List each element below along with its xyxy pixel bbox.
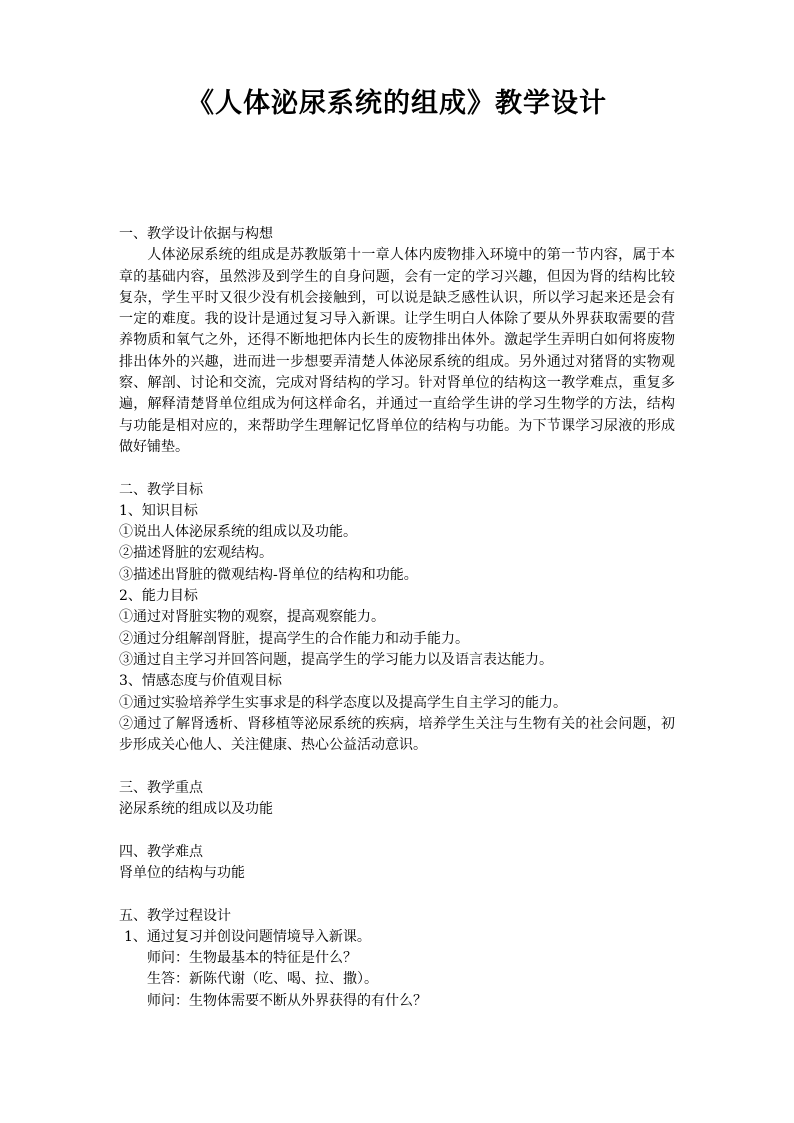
goal-item: ①通过对肾脏实物的观察，提高观察能力。: [119, 609, 385, 626]
goal-item: ①通过实验培养学生实事求是的科学态度以及提高学生自主学习的能力。: [119, 694, 567, 711]
goal-item: ③通过自主学习并回答问题，提高学生的学习能力以及语言表达能力。: [119, 651, 553, 668]
section-heading-basis: 一、教学设计依据与构想: [119, 226, 273, 242]
goal-item: ②描述肾脏的宏观结构。: [119, 545, 273, 562]
dialog-line: 师问：生物体需要不断从外界获得的有什么？: [147, 992, 427, 1009]
section-heading-key-points: 三、教学重点: [119, 779, 203, 796]
process-step: 1、通过复习并创设问题情境导入新课。: [124, 928, 371, 945]
blank-line: [119, 820, 675, 841]
basis-paragraph-text: 人体泌尿系统的组成是苏教版第十一章人体内废物排入环境中的第一节内容，属于本章的基础内容，虽然涉及到学生的自身问题，会有一定的学习兴趣，但因为肾的结构比较复杂，学生平时又很少没有机会接触到，可以说是缺乏感性认识，所以学习起来还是会有一定的难度。我的设计是通过复习导入新课。让学生明白人体除了要从外界获取需要的营养物质和氧气之外，还得不断地把体内长生的废物排出体外。激起学生弄明白如何将废物排出体外的兴趣，进而进一步想要弄清楚人体泌尿系统的组成。另外通过对猪肾的实物观察、解剖、讨论和交流，完成对肾结构的学习。针对肾单位的结构这一教学难点，重复多遍，解释清楚肾单位组成为何这样命名，并通过一直给学生讲的学习生物学的方法，结构与功能是相对应的，来帮助学生理解记忆肾单位的结构与功能。为下节课学习尿液的形成做好铺垫。: [119, 247, 675, 455]
section-heading-process: 五、教学过程设计: [119, 907, 231, 924]
dialog-line: 生答：新陈代谢（吃、喝、拉、撒）。: [147, 971, 378, 988]
difficulties-text: 肾单位的结构与功能: [119, 864, 245, 881]
key-points-text: 泌尿系统的组成以及功能: [119, 801, 273, 818]
goal-group-knowledge: 1、知识目标: [119, 502, 198, 519]
section-heading-goals: 二、教学目标: [119, 481, 203, 498]
goal-item: ①说出人体泌尿系统的组成以及功能。: [119, 524, 357, 541]
document-body: [119, 224, 675, 1012]
blank-line: [119, 458, 675, 479]
section-heading-difficulties: 四、教学难点: [119, 843, 203, 860]
goal-item: ③描述出肾脏的微观结构-肾单位的结构和功能。: [119, 566, 418, 583]
document-title: 《人体泌尿系统的组成》教学设计: [187, 88, 607, 119]
dialog-line: 师问：生物最基本的特征是什么？: [147, 950, 357, 967]
goal-group-attitude: 3、情感态度与价值观目标: [119, 673, 282, 690]
goal-item: ②通过分组解剖肾脏，提高学生的合作能力和动手能力。: [119, 630, 469, 647]
section-basis-paragraph: [119, 245, 675, 458]
goal-item: ②通过了解肾透析、肾移植等泌尿系统的疾病，培养学生关注与生物有关的社会问题，初步形成关心他人、关注健康、热心公益活动意识。: [119, 715, 675, 754]
blank-line: [119, 884, 675, 905]
goal-group-ability: 2、能力目标: [119, 588, 198, 605]
blank-line: [119, 756, 675, 777]
